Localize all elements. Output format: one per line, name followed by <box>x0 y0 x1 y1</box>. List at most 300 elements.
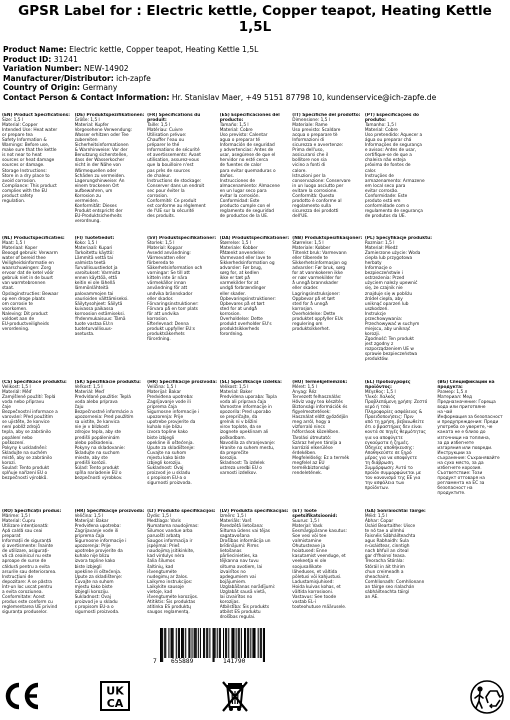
spec-line: Material: Baker <box>219 390 253 396</box>
spec-line: uszkodzeń. <box>364 306 389 312</box>
spec-line: poškození. <box>2 440 25 446</box>
spec-block <box>437 380 508 496</box>
spec-line: ikke er tæt på <box>219 276 250 282</box>
product-name-label: Product Name: <box>3 45 67 54</box>
spec-line: sicurezza dei prodotti <box>292 208 339 214</box>
spec-line: reglamento de seguridad <box>219 208 274 214</box>
spec-line: Conformité: Ce produit <box>147 198 197 204</box>
spec-line: Zgodność: Ten produkt <box>364 336 414 342</box>
spec-line: Materiale: Kobber <box>219 246 258 252</box>
spec-line: Benutzung sicherstellen, <box>74 153 128 159</box>
spec-line: próxima de fontes de <box>364 163 411 169</box>
spec-line: & Warnhinweise: Vor der <box>74 148 128 154</box>
spec-heading: (LT) Produkto specifikacijos: <box>147 509 216 514</box>
spec-line: Koko: 1,5 l <box>74 241 97 247</box>
spec-line: przechowywania: <box>364 316 403 322</box>
spec-line: Megfelelőség: Ez a termék <box>292 455 350 461</box>
spec-line: aufbewahren, um <box>74 188 113 194</box>
spec-line: Hoida kuivas kohas, et <box>292 584 341 590</box>
spec-block <box>75 236 146 362</box>
spec-line: chaleira não esteja <box>364 158 406 164</box>
spec-line: Siltuma ūdens vai tējas <box>219 529 270 535</box>
spec-line: Drošības informācija un <box>219 539 271 545</box>
spec-line: Materiāls: Varš <box>219 519 252 525</box>
spec-line: Treoracha Stórála: <box>364 559 404 565</box>
barcode-bar <box>214 628 215 662</box>
spec-line: keitin ei ole lähellä <box>74 281 115 287</box>
spec-line: Varnostne informacije in <box>219 405 272 411</box>
spec-line: τη διάβρωση. <box>364 460 395 466</box>
spec-heading: (DA) Produktspecifikationer: <box>219 236 290 241</box>
spec-heading: (PL) Specyfikacje produktu: <box>364 236 432 241</box>
spec-line: värmekällor innan <box>147 281 187 287</box>
spec-line: Hővíz vagy tea készítés <box>292 400 343 406</box>
variation-row <box>3 64 510 74</box>
spec-line: znajduje się w pobliżu <box>364 291 413 297</box>
spec-line: y advertencias: Antes de <box>219 148 274 154</box>
barcode-bar <box>192 628 193 658</box>
spec-line: Material: Cupru <box>2 519 36 525</box>
spec-line: sprawie bezpieczeństwa <box>364 352 418 358</box>
spec-line: product safety <box>2 193 34 199</box>
spec-line: voda alebo príprava <box>74 400 118 406</box>
spec-line: regulamento de segurança <box>364 208 423 214</box>
spec-line: advarsler: Før bruk, sørg <box>292 266 346 272</box>
spec-line: Material: Koppar <box>147 246 183 252</box>
spec-heading: (GA) Sonraíochtaí Táirge: <box>364 509 426 514</box>
variation-label: Variation Number: <box>3 64 82 74</box>
spec-line: zubereiten <box>74 138 98 144</box>
barcode-bar <box>171 628 172 658</box>
spec-line: Uzglabāt sausā vietā, <box>219 589 266 595</box>
spec-line: upotrebe provjerite da <box>147 420 196 426</box>
spec-line: EU-Produktsicherheits <box>74 213 122 219</box>
spec-line: Säilytysohjeet: Säilytä <box>74 301 123 307</box>
spec-line: de l'UE sur la sécurité <box>147 208 195 214</box>
spec-line: źródeł ciepła, aby <box>364 296 403 302</box>
spec-line: Información de seguridad <box>219 143 275 149</box>
spec-heading: (CS) Specifikace produktu: <box>2 380 67 385</box>
spec-line: sa uistite, že kanvica <box>74 420 120 426</box>
spec-line: upozorenja: Prije <box>74 544 111 550</box>
spec-line: de chaleur. <box>147 173 171 179</box>
spec-line: Naleving: Dit product <box>2 311 48 317</box>
ukca-top-text: UK <box>106 684 124 698</box>
spec-line: Mărime: 1,5 l <box>2 514 31 520</box>
variation-value: NEW-14902 <box>84 64 129 74</box>
spec-line: Safety Information & <box>2 138 47 144</box>
spec-line: voda ali priprava čaja <box>219 400 267 406</box>
spec-line: arsurile sau deteriorarea. <box>2 569 57 575</box>
spec-line: veekeetja ei ole <box>292 559 327 565</box>
spec-line: rozporządzeniem UE w <box>364 347 414 353</box>
barcode-bar <box>226 628 227 658</box>
spec-line: regulation. <box>2 198 26 204</box>
spec-line: Информация за безопасност <box>437 415 503 421</box>
spec-line: Dydis: 1,5 l <box>147 514 172 520</box>
spec-heading: (SV) Produktspecifikationer: <box>147 236 217 241</box>
spec-line: Turvallisuustiedot ja <box>74 266 118 272</box>
barcode-bar <box>261 628 262 658</box>
spec-line: opekline ili oštećenja. <box>74 569 122 575</box>
spec-line: proizvod je u skladu <box>147 470 191 476</box>
barcode-bar <box>219 628 220 658</box>
spec-line: Száraz helyen tárolja a <box>292 440 342 446</box>
spec-line: išvengtumėte korozijos. <box>147 594 199 600</box>
spec-line: preparat <box>2 534 21 540</box>
spec-block <box>147 113 218 224</box>
spec-line: rendeletének. <box>292 470 323 476</box>
spec-line: съхранение: Съхранявайте <box>437 455 500 461</box>
spec-line: и предупреждения: Преди <box>437 420 499 426</box>
spec-line: Größe: 1,5 l <box>74 118 100 124</box>
spec-line: varování: Před použitím <box>2 415 53 421</box>
spec-line: vietoje, kad <box>147 589 173 595</box>
spec-line: herbaty <box>364 261 382 267</box>
spec-line: Bezpečnostní informace a <box>2 410 58 416</box>
spec-line: Sigurnosne informacije i <box>74 539 127 545</box>
spec-line: et avertissements: Avant <box>147 153 201 159</box>
spec-line: verordnung. <box>74 218 101 224</box>
spec-line: Vorgesehene Verwendung: <box>74 128 133 134</box>
spec-heading: (ET) Toote spetsifikatsioonid: <box>292 509 338 520</box>
barcode-bar <box>244 628 245 658</box>
barcode-bar <box>178 628 179 658</box>
spec-line: bezpieczeństwie i <box>364 271 403 277</box>
spec-line: Comhlíonadh: Comhlíonann <box>364 579 425 585</box>
spec-heading: (FI) Tuotetiedot: <box>74 236 115 241</box>
spec-line: Wärmequellen oder <box>74 168 117 174</box>
spec-line: není poblíž zdrojů <box>2 425 40 431</box>
spec-line: Material: Copper <box>2 123 38 129</box>
spec-line: Αποθηκεύστε σε ξηρό <box>364 450 412 456</box>
barcode-bar <box>252 628 253 658</box>
spec-line: użyciem należy upewnić <box>364 281 418 287</box>
spec-line: Veľkosť: 1,5 l <box>74 385 103 391</box>
spec-line: κοντά σε πηγές θερμότητας <box>364 430 426 436</box>
spec-line: make sure that the kettle <box>2 148 57 154</box>
spec-line: Material: Cobre <box>364 128 398 134</box>
spec-line: Tiltenkt bruk: Varmevann <box>292 251 347 257</box>
spec-line: förordning. <box>147 336 171 342</box>
spec-line: Velikost: 1,5 l <box>2 385 31 391</box>
spec-line: Sigurnosne informacije i <box>147 410 200 416</box>
spec-line: atitinka ES produktų <box>147 604 191 610</box>
spec-line: Utilisation prévue: <box>147 133 187 139</box>
barcode-bar <box>204 628 205 658</box>
spec-line: å unngå brannskader <box>292 281 339 287</box>
spec-line: ostrzeżenia: Przed <box>364 276 405 282</box>
spec-line: acqua o preparare tè <box>292 133 338 139</box>
spec-line: água ou preparar chá <box>364 138 412 144</box>
spec-row <box>0 380 510 496</box>
spec-line: almacenamiento: Almacene <box>219 183 280 189</box>
spec-line: Ábhar: Copar <box>364 519 394 525</box>
spec-line: förbereda te <box>147 261 174 267</box>
spec-line: Atbilstība: Šis produkts <box>219 604 270 610</box>
spec-line: assicurarsi che il <box>292 153 329 159</box>
spec-line: Conformidade: Este <box>364 193 408 199</box>
spec-line: agus Rabhaidh: Sula <box>364 539 409 545</box>
spec-line: Overholdelse: Dette <box>219 316 263 322</box>
spec-line: από τη χρήση, βεβαιωθείτε <box>364 420 425 426</box>
spec-line: Skladujte na suchém <box>2 450 47 456</box>
spec-line: bollitore non sia <box>292 158 327 164</box>
spec-heading: (BG) Спецификации на продукта: <box>437 380 495 391</box>
spec-block <box>292 113 363 224</box>
spec-block <box>2 509 73 620</box>
spec-line: Upute za skladištenje: <box>147 445 195 451</box>
spec-line: Uzglabāšanas norādījumi: <box>219 584 276 590</box>
spec-line: Οδηγίες αποθήκευσης: <box>364 445 414 451</box>
spec-line: varnosti izdelkov. <box>219 470 257 476</box>
spec-line: vältida korrosiooni. <box>292 589 334 595</box>
spec-line: Velikost: 1,5 l <box>219 385 249 391</box>
spec-line: регламента на ЕС за <box>437 480 485 486</box>
spec-line: voorkomen. <box>2 306 28 312</box>
spec-line: nicht in der Nähe von <box>74 163 121 169</box>
spec-line: Vastavus: See toode <box>292 594 337 600</box>
spec-block <box>75 113 146 224</box>
spec-row <box>0 113 510 224</box>
spec-line: Atitiktis: Šis produktas <box>147 599 196 605</box>
spec-line: Medžiaga: Varis <box>147 519 181 525</box>
spec-line: Oppbevar på et tørt <box>292 296 335 302</box>
spec-line: agua o preparar té <box>219 138 261 144</box>
barcode-bar <box>181 628 182 658</box>
spec-line: Használat előtt győződjön <box>292 415 349 421</box>
ce-mark-icon <box>2 681 42 711</box>
spec-line: продукт отговаря на <box>437 475 485 481</box>
spec-line: Schäden zu vermeiden. <box>74 173 126 179</box>
barcode-bar <box>247 628 248 658</box>
spec-line: staat. <box>2 286 15 292</box>
spec-line: opozorila: Pred uporabo <box>219 410 271 416</box>
spec-line: hervidor no esté cerca <box>219 158 269 164</box>
spec-line: valmista teetä <box>74 261 106 267</box>
spec-line: paruošti arbatą <box>147 534 181 540</box>
spec-line: calore. <box>292 168 307 174</box>
weee-bin-icon <box>220 679 250 713</box>
spec-line: produktsäkerhets <box>147 331 185 337</box>
spec-line: vă că ceainicul nu este <box>2 554 52 560</box>
spec-line: вода или приготвяне <box>437 405 486 411</box>
barcode-bar <box>182 628 183 658</box>
barcode-bar <box>185 628 186 658</box>
spec-line: põletusi või kahjustusi. <box>292 574 342 580</box>
spec-line: drošības regulai. <box>219 614 256 620</box>
spec-heading: (IT) Specifiche del prodotto: <box>292 113 361 118</box>
spec-line: Navodila za shranjevanje: <box>219 440 276 446</box>
spec-line: Materiale: Rame <box>292 123 328 129</box>
ukca-bottom-text: CA <box>106 697 124 710</box>
spec-line: προϊόν συμμορφώνεται με <box>364 470 422 476</box>
spec-line: meg arról, hogy a <box>292 420 331 426</box>
spec-line: Sukladnost: Ovaj <box>74 594 111 600</box>
spec-line: for at vannkokeren ikke <box>292 271 343 277</box>
spec-line: te nó tae a ullmhú <box>364 529 405 535</box>
spec-line: místě, aby se zabránilo <box>2 455 52 461</box>
spec-line: Veličina: 1,5 l <box>74 514 104 520</box>
barcode-bar <box>200 628 201 658</box>
spec-line: pas près de sources <box>147 168 190 174</box>
spec-line: virov toplote, da se <box>219 425 262 431</box>
spec-line: Predviđena upotreba: <box>74 524 121 530</box>
spec-line: izvora topline kako <box>74 559 116 565</box>
spec-line: eller tilberede te <box>292 256 328 262</box>
spec-line: Informacje o <box>364 266 392 272</box>
barcode-digits-right: 141790 <box>223 658 246 665</box>
spec-line: Conformidad: Este <box>219 198 260 204</box>
spec-line: Konformität: Dieses <box>74 203 117 209</box>
barcode-bar <box>220 628 221 658</box>
spec-line: depozitare: A se păstra <box>2 579 52 585</box>
product-id-row <box>3 55 510 65</box>
spec-line: an AE. <box>364 594 379 600</box>
spec-line: Maat: 1,5 l <box>2 241 25 247</box>
spec-line: Zamýšlené použití: Teplá <box>2 395 56 401</box>
spec-line: Skladnost: Ta izdelek <box>219 460 265 466</box>
barcode-digit-first: 7 <box>153 658 157 665</box>
spec-line: ustreza uredbi EU o <box>219 465 262 471</box>
spec-heading: (ES) Especificaciones del producto: <box>219 113 280 124</box>
spec-line: sábháilteachta táirgí <box>364 589 410 595</box>
spec-line: conservazione: Conservare <box>292 178 351 184</box>
spec-line: varmekilder for at <box>219 281 259 287</box>
spec-line: certifique-se de que a <box>364 153 412 159</box>
spec-line: asetusta. <box>74 331 95 337</box>
spec-heading: (HR) Specifikacije proizvoda: <box>74 509 145 514</box>
barcode-bar <box>179 628 180 658</box>
spec-line: sted for å unngå <box>292 301 328 307</box>
spec-line: Förvaringsinstruktioner: <box>147 301 199 307</box>
spec-line: izognete opeklinam ali <box>219 430 269 436</box>
spec-line: s propisom EU-a o <box>74 604 114 610</box>
spec-line: conformidade com o <box>364 203 410 209</box>
barcode-bar <box>255 628 256 658</box>
barcode-bar <box>188 628 189 658</box>
barcode-bar <box>239 628 240 658</box>
spec-line: употреба се уверете, че <box>437 425 493 431</box>
spec-line: căldură pentru a evita <box>2 564 50 570</box>
title-line-1: GPSR Label for : Electric kettle, Copper teapot, Heating Kettle <box>18 3 492 19</box>
spec-line: e avisos: Antes de usar, <box>364 148 417 154</box>
spec-block <box>365 113 436 224</box>
spec-block <box>147 380 218 496</box>
spec-line: Rozmiar: 1,5 l <box>364 241 395 247</box>
barcode-bar <box>264 628 265 662</box>
spec-line: sicurezza e avvertenze: <box>292 143 344 149</box>
spec-line: ciepła lub przygotowa <box>364 256 413 262</box>
spec-line: calor. <box>364 168 377 174</box>
spec-line: Opbevares på et tørt <box>219 301 265 307</box>
barcode-bar <box>203 628 204 658</box>
spec-line: Material: Cobre <box>219 128 253 134</box>
spec-line: utilisation, assurez-vous <box>147 158 199 164</box>
spec-line: mieste, aby ste <box>74 455 108 461</box>
spec-line: usar, asegúrese de que el <box>219 153 276 159</box>
spec-heading: (EN) Product Specifications: <box>2 113 70 118</box>
spec-line: Suurus: 1,5 l <box>292 519 320 525</box>
spec-line: Uso previsto: Calentar <box>219 133 268 139</box>
spec-line: atbilst ES produktu <box>219 609 261 615</box>
spec-line: kad virdulys nėra <box>147 554 185 560</box>
spec-line: eller skader. <box>292 286 319 292</box>
spec-line: Yhdenmukaisuus: Tämä <box>74 316 126 322</box>
spec-line: Størrelse: 1,5 l <box>219 241 252 247</box>
spec-heading: (NB) Produktspesifikasjoner: <box>292 236 363 241</box>
spec-line: waarschuwingen: Zorg <box>2 266 51 272</box>
spec-line: lai izvairītos no <box>219 594 253 600</box>
spec-line: Materiál: Meď <box>74 390 104 396</box>
spec-line: šalia šilumos <box>147 559 175 565</box>
page-title <box>0 0 510 37</box>
spec-line: tuote vastaa EU:n <box>74 321 114 327</box>
spec-line: upozorenja: Prije <box>147 415 184 421</box>
spec-line: Materiale: Kobber <box>292 246 331 252</box>
spec-line: aproape de surse de <box>2 559 47 565</box>
spec-line: Μέγεθος: 1,5 l <box>364 390 396 396</box>
barcode-bar <box>263 628 264 662</box>
spec-line: Skladujte na suchom <box>74 450 120 456</box>
spec-line: soojusallikate <box>292 564 322 570</box>
spec-line: Materiał: Miedź <box>364 246 398 252</box>
spec-line: Compliance: This product <box>2 183 57 189</box>
spec-line: Korrosion zu <box>74 193 101 199</box>
spec-line: daños. <box>219 173 235 179</box>
spec-block <box>2 236 73 362</box>
spec-line: tooteohutuse määrusele. <box>292 604 347 610</box>
spec-heading: (SL) Specifikacije izdelka: <box>219 380 282 385</box>
spec-line: alebo poškodeniu. <box>74 440 114 446</box>
spec-line: Pokyny na skladovanie: <box>74 445 125 451</box>
spec-heading: (HR) Specifikacije proizvoda: <box>147 380 217 385</box>
spec-line: продуктите. <box>437 491 466 497</box>
spec-line: megfelel az EU <box>292 460 325 466</box>
spec-line: varoitukset: Varmista <box>74 271 121 277</box>
spec-line: para evitar quemaduras o <box>219 168 276 174</box>
spec-line: sørg for, at kedlen <box>219 271 259 277</box>
spec-line: για να αποφύγετε <box>364 435 403 441</box>
spec-line: est conforme au règlement <box>147 203 206 209</box>
spec-heading: (SK) Špecifikácie produktu: <box>74 380 141 385</box>
barcode-bar <box>213 628 214 662</box>
spec-line: undgå forbrændinger <box>219 286 266 292</box>
spec-line: Prima dell'uso, <box>292 148 324 154</box>
spec-line: Biztonsági információk és <box>292 405 348 411</box>
spec-line: izbjegli koroziju. <box>74 589 110 595</box>
spec-line: varningar: Se till att <box>147 271 190 277</box>
spec-line: användning för att <box>147 286 188 292</box>
spec-line: προϊόντων. <box>364 485 390 491</box>
spec-line: complies with the EU <box>2 188 48 194</box>
spec-line: tuoteturvallisuus- <box>74 326 113 332</box>
spec-line: Instrucțiuni de <box>2 574 34 580</box>
spec-line: water of bereid thee <box>2 256 46 262</box>
spec-line: Προειδοποιήσεις: Πριν <box>364 415 414 421</box>
spec-line: produkt uppfyller EU:s <box>147 326 196 332</box>
spec-line: korozi. <box>2 460 17 466</box>
spec-line: Utilizare intenționată: <box>2 524 49 530</box>
spec-line: sagatavošana <box>219 534 250 540</box>
spec-line: Предназначение: Гореща <box>437 400 496 406</box>
spec-line: sted for at undgå <box>219 306 257 312</box>
spec-line: bezpečnosti výrobků. <box>2 475 48 481</box>
spec-line: undvika brännskador <box>147 291 193 297</box>
spec-line: chun creimeadh a <box>364 569 404 575</box>
product-info <box>3 45 510 103</box>
spec-line: voda nebo připravu <box>2 400 45 406</box>
